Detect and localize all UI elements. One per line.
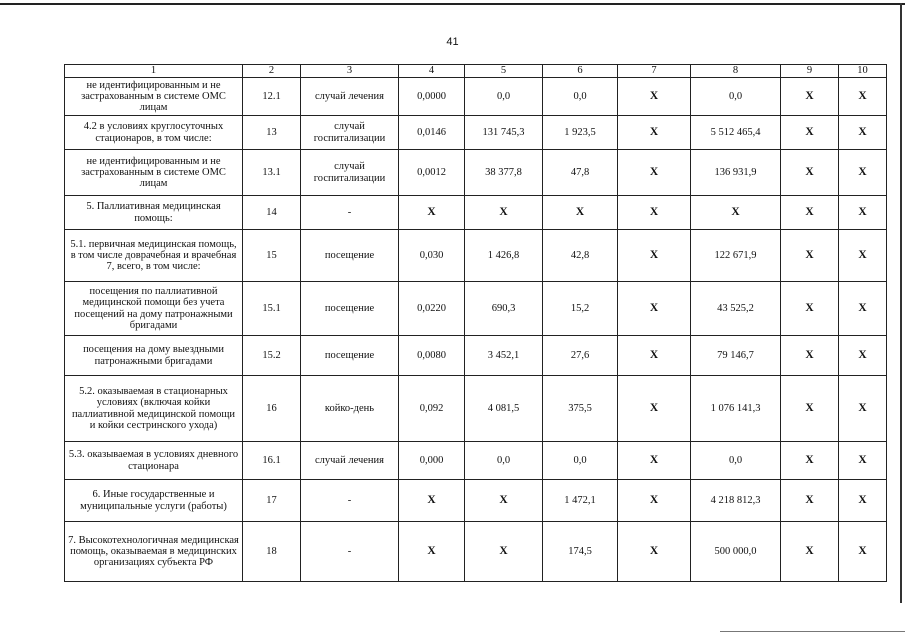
table-cell: X — [618, 522, 691, 582]
table-cell: X — [399, 522, 465, 582]
table-cell: X — [839, 230, 887, 282]
table-row — [65, 150, 887, 196]
table-cell: 27,6 — [543, 336, 618, 376]
table-cell: 15.2 — [243, 336, 301, 376]
table-cell: посещение — [301, 282, 399, 336]
table-cell: X — [839, 480, 887, 522]
table-cell: случай лечения — [301, 78, 399, 116]
table-cell: X — [399, 480, 465, 522]
table-cell: 0,0080 — [399, 336, 465, 376]
page-frame-right — [900, 3, 902, 603]
table-cell: X — [465, 196, 543, 230]
table-cell: - — [301, 480, 399, 522]
table-cell: X — [618, 442, 691, 480]
table-cell: 1 426,8 — [465, 230, 543, 282]
table-cell: 0,0220 — [399, 282, 465, 336]
table-cell: - — [301, 196, 399, 230]
row-name-cell: 4.2 в условиях круглосуточных стационаров, в том числе: — [65, 116, 243, 150]
table-cell: 0,000 — [399, 442, 465, 480]
row-name-cell: посещения на дому выездными патронажными бригадами — [65, 336, 243, 376]
table-cell: 38 377,8 — [465, 150, 543, 196]
table-cell: X — [839, 442, 887, 480]
table-cell: X — [781, 336, 839, 376]
page-frame-top — [0, 3, 905, 5]
table-cell: 690,3 — [465, 282, 543, 336]
table-cell: 0,0 — [691, 78, 781, 116]
page-number: 41 — [446, 36, 459, 48]
table-cell: 375,5 — [543, 376, 618, 442]
table-row — [65, 336, 887, 376]
column-header: 7 — [618, 65, 691, 78]
table-cell: X — [465, 480, 543, 522]
table-cell: X — [839, 196, 887, 230]
table-cell: X — [618, 150, 691, 196]
table-cell: 18 — [243, 522, 301, 582]
table-cell: 47,8 — [543, 150, 618, 196]
column-header: 6 — [543, 65, 618, 78]
table-cell: 136 931,9 — [691, 150, 781, 196]
table-cell: 0,0146 — [399, 116, 465, 150]
page-frame-bottom — [720, 631, 905, 632]
table-cell: 12.1 — [243, 78, 301, 116]
table-row — [65, 376, 887, 442]
column-header: 5 — [465, 65, 543, 78]
table-cell: 1 923,5 — [543, 116, 618, 150]
table-row — [65, 442, 887, 480]
table-cell: X — [618, 230, 691, 282]
table-cell: 43 525,2 — [691, 282, 781, 336]
table-cell: X — [781, 196, 839, 230]
table-cell: X — [618, 116, 691, 150]
column-header: 8 — [691, 65, 781, 78]
table-row — [65, 522, 887, 582]
table-cell: - — [301, 522, 399, 582]
table-cell: 1 472,1 — [543, 480, 618, 522]
table-row — [65, 230, 887, 282]
row-name-cell: 7. Высокотехнологичная медицинская помощь, оказываемая в медицинских организациях субъекта РФ — [65, 522, 243, 582]
table-cell: X — [781, 376, 839, 442]
table-cell: X — [781, 442, 839, 480]
table-cell: 0,0 — [543, 442, 618, 480]
table-cell: X — [618, 336, 691, 376]
table-cell: случай госпитализации — [301, 150, 399, 196]
header-row — [65, 65, 887, 78]
row-name-cell: не идентифицированным и не застрахованным в системе ОМС лицам — [65, 78, 243, 116]
table-cell: случай лечения — [301, 442, 399, 480]
table-cell: 0,0 — [543, 78, 618, 116]
row-name-cell: 5.2. оказываемая в стационарных условиях (включая койки паллиативной медицинской помощи и койки сестринского ухода) — [65, 376, 243, 442]
column-header: 1 — [65, 65, 243, 78]
table-cell: 4 081,5 — [465, 376, 543, 442]
table-cell: X — [839, 78, 887, 116]
column-header: 4 — [399, 65, 465, 78]
table-cell: X — [839, 336, 887, 376]
table-cell: 0,0 — [465, 442, 543, 480]
table-cell: 16.1 — [243, 442, 301, 480]
row-name-cell: 5. Паллиативная медицинская помощь: — [65, 196, 243, 230]
row-name-cell: не идентифицированным и не застрахованным в системе ОМС лицам — [65, 150, 243, 196]
table-cell: X — [691, 196, 781, 230]
table-row — [65, 116, 887, 150]
table-cell: 4 218 812,3 — [691, 480, 781, 522]
table-cell: 79 146,7 — [691, 336, 781, 376]
table-cell: 0,030 — [399, 230, 465, 282]
table-cell: 14 — [243, 196, 301, 230]
table-cell: 131 745,3 — [465, 116, 543, 150]
table-cell: X — [618, 196, 691, 230]
table-cell: X — [839, 522, 887, 582]
table-row — [65, 282, 887, 336]
table-cell: 13.1 — [243, 150, 301, 196]
table-cell: 122 671,9 — [691, 230, 781, 282]
row-name-cell: 5.1. первичная медицинская помощь, в том числе доврачебная и врачебная 7, всего, в том числе: — [65, 230, 243, 282]
table-cell: X — [781, 78, 839, 116]
column-header: 2 — [243, 65, 301, 78]
table-cell: X — [781, 230, 839, 282]
table-cell: X — [781, 522, 839, 582]
table-cell: X — [618, 376, 691, 442]
table-row — [65, 78, 887, 116]
table-cell: X — [399, 196, 465, 230]
table-cell: 500 000,0 — [691, 522, 781, 582]
row-name-cell: 6. Иные государственные и муниципальные услуги (работы) — [65, 480, 243, 522]
column-header: 3 — [301, 65, 399, 78]
table-cell: X — [465, 522, 543, 582]
row-name-cell: 5.3. оказываемая в условиях дневного стационара — [65, 442, 243, 480]
table-cell: X — [543, 196, 618, 230]
table-cell: 0,0 — [691, 442, 781, 480]
table-cell: X — [618, 480, 691, 522]
row-name-cell: посещения по паллиативной медицинской помощи без учета посещений на дому патронажными бригадами — [65, 282, 243, 336]
table-cell: X — [618, 282, 691, 336]
table-cell: X — [839, 116, 887, 150]
table-cell: 42,8 — [543, 230, 618, 282]
table-cell: 0,0 — [465, 78, 543, 116]
table-cell: 1 076 141,3 — [691, 376, 781, 442]
table-cell: 174,5 — [543, 522, 618, 582]
table-cell: 0,092 — [399, 376, 465, 442]
table-cell: 15 — [243, 230, 301, 282]
table-cell: X — [781, 282, 839, 336]
table-cell: X — [839, 282, 887, 336]
table-cell: посещение — [301, 336, 399, 376]
table-row — [65, 480, 887, 522]
table-cell: 13 — [243, 116, 301, 150]
table-cell: койко-день — [301, 376, 399, 442]
table-cell: 15.1 — [243, 282, 301, 336]
data-table — [64, 64, 887, 582]
table-cell: X — [618, 78, 691, 116]
table-cell: 3 452,1 — [465, 336, 543, 376]
column-header: 10 — [839, 65, 887, 78]
table-cell: посещение — [301, 230, 399, 282]
table-cell: 16 — [243, 376, 301, 442]
table-cell: X — [781, 150, 839, 196]
column-header: 9 — [781, 65, 839, 78]
table-cell: 5 512 465,4 — [691, 116, 781, 150]
table-cell: X — [839, 376, 887, 442]
table-cell: случай госпитализации — [301, 116, 399, 150]
table-cell: X — [839, 150, 887, 196]
table-body — [65, 78, 887, 582]
table-cell: 17 — [243, 480, 301, 522]
table-cell: 0,0012 — [399, 150, 465, 196]
table-cell: X — [781, 480, 839, 522]
table-row — [65, 196, 887, 230]
table-cell: 15,2 — [543, 282, 618, 336]
table-cell: X — [781, 116, 839, 150]
table-cell: 0,0000 — [399, 78, 465, 116]
